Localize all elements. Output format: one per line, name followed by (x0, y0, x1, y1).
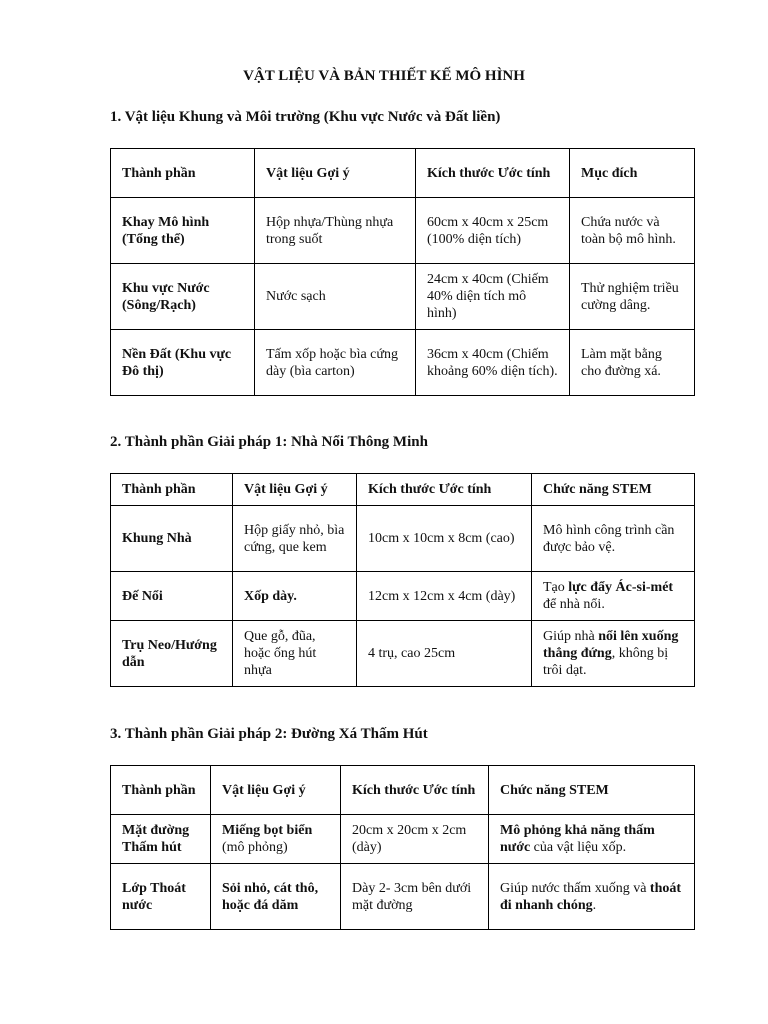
text-span: để nhà nổi. (543, 597, 605, 612)
table-1 (110, 148, 695, 396)
table-row (111, 621, 695, 687)
table-row (111, 264, 695, 330)
table-cell: Dày 2- 3cm bên dưới mặt đường (341, 864, 489, 930)
row-header-cell: Trụ Neo/Hướng dẫn (111, 621, 233, 687)
bold-text: lực đẩy Ác-si-mét (568, 580, 674, 595)
header-cell: Thành phần (111, 474, 233, 506)
table-header-row (111, 766, 695, 815)
row-header-cell: Khung Nhà (111, 506, 233, 572)
section-3-heading: 3. Thành phần Giải pháp 2: Đường Xá Thấm Hút (110, 726, 428, 742)
table-cell: Nước sạch (255, 264, 416, 330)
text-span: của vật liệu xốp. (530, 840, 627, 855)
row-header-cell: Khu vực Nước (Sông/Rạch) (111, 264, 255, 330)
table-cell (211, 864, 341, 930)
text-span: Giúp nước thấm xuống và (500, 880, 650, 896)
bold-text: nổi lên xuống thẳng đứng (543, 629, 679, 661)
table-header-row (111, 149, 695, 198)
table-row (111, 572, 695, 621)
table-header-row (111, 474, 695, 506)
text-span: . (592, 897, 597, 913)
header-cell: Thành phần (111, 149, 255, 198)
header-cell: Kích thước Ước tính (416, 149, 570, 198)
table-cell (489, 864, 695, 930)
table-3 (110, 765, 695, 930)
table-cell: 12cm x 12cm x 4cm (dày) (357, 572, 532, 621)
table-2 (110, 473, 695, 687)
table-cell: 60cm x 40cm x 25cm (100% diện tích) (416, 198, 570, 264)
bold-text: Miếng bọt biển (222, 823, 313, 838)
row-header-cell: Đế Nổi (111, 572, 233, 621)
table-row (111, 815, 695, 864)
table-cell (532, 572, 695, 621)
header-cell: Kích thước Ước tính (357, 474, 532, 506)
section-1-heading: 1. Vật liệu Khung và Môi trường (Khu vực Nước và Đất liền) (110, 109, 501, 125)
text-span: , không bị trôi dạt. (543, 646, 669, 678)
table-cell: Hộp nhựa/Thùng nhựa trong suốt (255, 198, 416, 264)
row-header-cell: Khay Mô hình (Tổng thể) (111, 198, 255, 264)
bold-text: Mô phỏng khả năng thấm nước (500, 823, 655, 855)
bold-text: Xốp dày. (244, 588, 297, 604)
table-row (111, 506, 695, 572)
header-cell: Vật liệu Gợi ý (211, 766, 341, 815)
table-row (111, 330, 695, 396)
text-span: (mô phỏng) (222, 840, 288, 855)
section-2-heading: 2. Thành phần Giải pháp 1: Nhà Nổi Thông Minh (110, 434, 428, 450)
bold-text: Sỏi nhỏ, cát thô, hoặc đá dăm (222, 880, 319, 913)
header-cell: Vật liệu Gợi ý (233, 474, 357, 506)
row-header-cell: Nền Đất (Khu vực Đô thị) (111, 330, 255, 396)
table-row (111, 864, 695, 930)
table-cell: Mô hình công trình cần được bảo vệ. (532, 506, 695, 572)
header-cell: Thành phần (111, 766, 211, 815)
table-cell (532, 621, 695, 687)
bold-text: thoát đi nhanh chóng (500, 880, 682, 913)
table-cell: Làm mặt bằng cho đường xá. (570, 330, 695, 396)
header-cell: Chức năng STEM (489, 766, 695, 815)
row-header-cell: Lớp Thoát nước (111, 864, 211, 930)
table-cell: 4 trụ, cao 25cm (357, 621, 532, 687)
text-span: Giúp nhà (543, 629, 599, 644)
table-cell: Que gỗ, đũa, hoặc ống hút nhựa (233, 621, 357, 687)
table-cell: 24cm x 40cm (Chiếm 40% diện tích mô hình) (416, 264, 570, 330)
table-cell: Tấm xốp hoặc bìa cứng dày (bìa carton) (255, 330, 416, 396)
table-cell (211, 815, 341, 864)
table-cell: 36cm x 40cm (Chiếm khoảng 60% diện tích). (416, 330, 570, 396)
table-row (111, 198, 695, 264)
header-cell: Kích thước Ước tính (341, 766, 489, 815)
header-cell: Vật liệu Gợi ý (255, 149, 416, 198)
table-cell (489, 815, 695, 864)
row-header-cell: Mặt đường Thấm hút (111, 815, 211, 864)
table-cell: Chứa nước và toàn bộ mô hình. (570, 198, 695, 264)
table-cell: 20cm x 20cm x 2cm (dày) (341, 815, 489, 864)
table-cell: Hộp giấy nhỏ, bìa cứng, que kem (233, 506, 357, 572)
table-cell: Thử nghiệm triều cường dâng. (570, 264, 695, 330)
text-span: Tạo (543, 580, 569, 595)
header-cell: Chức năng STEM (532, 474, 695, 506)
table-cell (233, 572, 357, 621)
document-title: VẬT LIỆU VÀ BẢN THIẾT KẾ MÔ HÌNH (243, 68, 525, 84)
table-cell: 10cm x 10cm x 8cm (cao) (357, 506, 532, 572)
header-cell: Mục đích (570, 149, 695, 198)
